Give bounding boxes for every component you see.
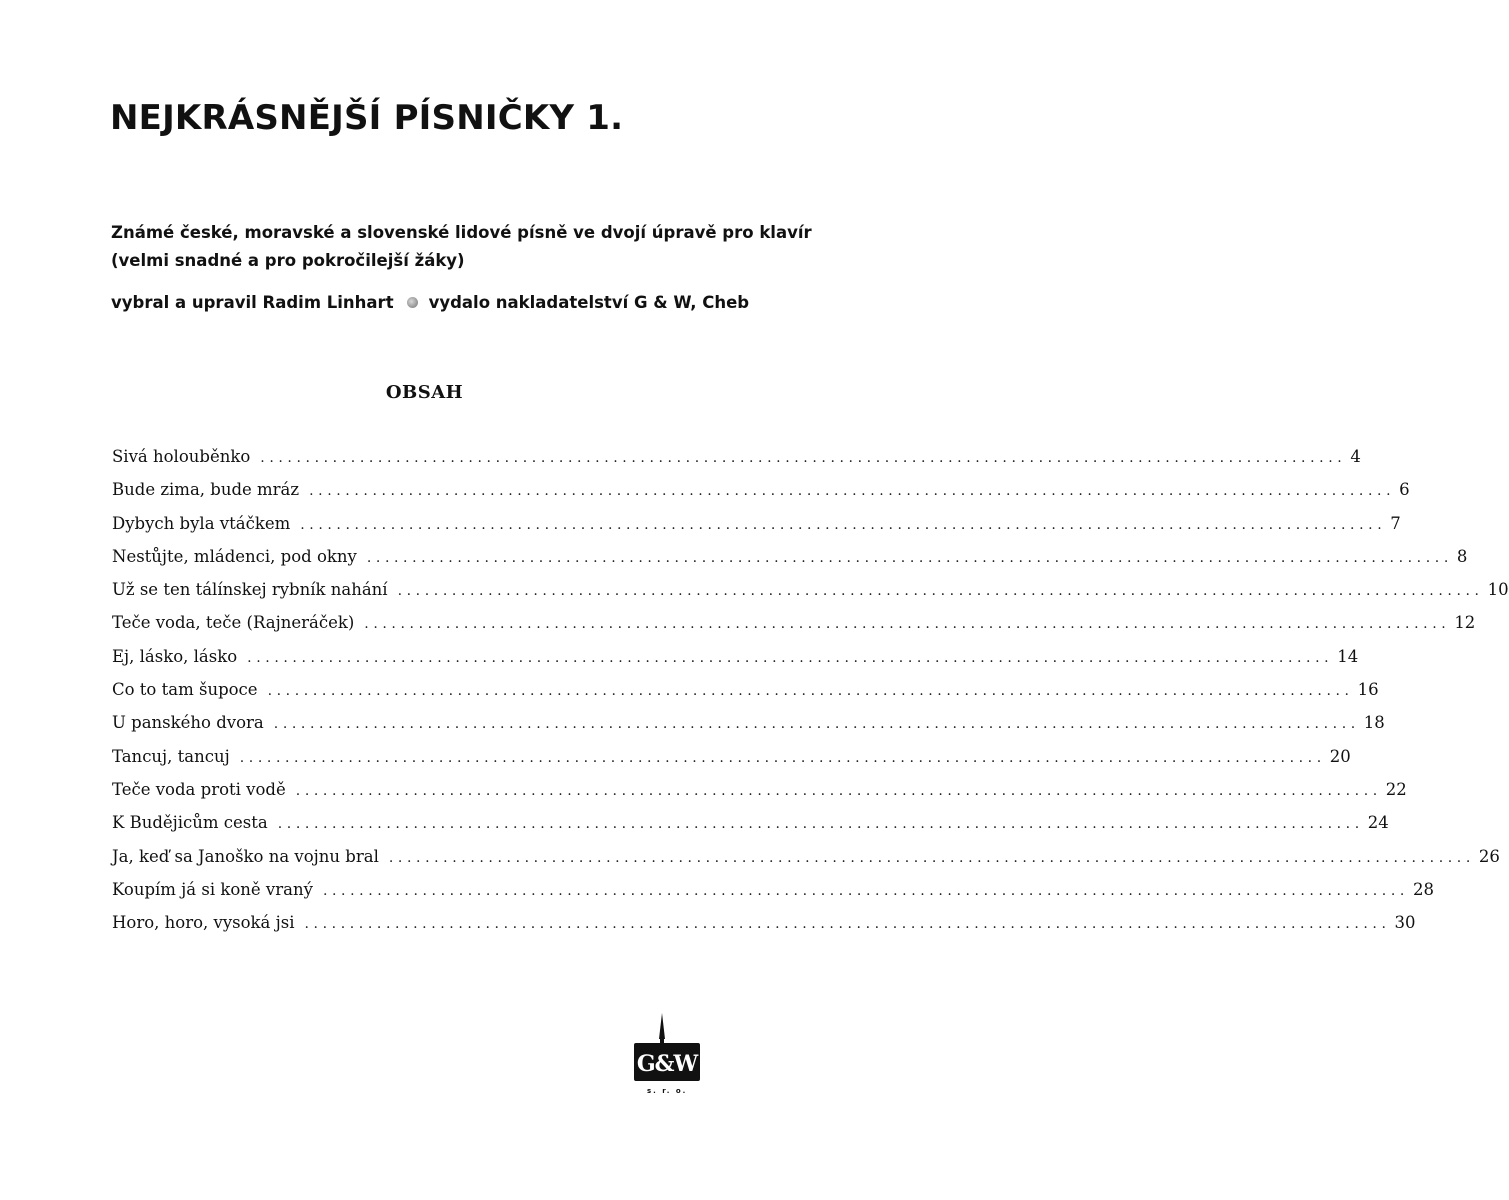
toc-entry: [112, 513, 1401, 547]
toc-entry-title: Ej, lásko, lásko: [112, 646, 238, 666]
book-subtitle: [111, 219, 812, 275]
toc-entry: [112, 779, 1407, 813]
toc-entry-page: 8: [1456, 546, 1468, 566]
toc-entry-page: 26: [1478, 846, 1500, 866]
toc-dot-leader: ........................................................................................................................: [295, 782, 1382, 799]
toc-entry-title: K Budějicům cesta: [112, 813, 268, 833]
publisher-credit: vydalo nakladatelství G & W, Cheb: [428, 293, 750, 312]
toc-entry-title: Tancuj, tancuj: [112, 746, 230, 766]
toc-dot-leader: ........................................................................................................................: [309, 483, 1396, 500]
toc-entry: [112, 746, 1351, 780]
toc-entry-page: 22: [1385, 779, 1407, 799]
toc-entry-title: Bude zima, bude mráz: [112, 480, 300, 500]
toc-entry-title: Ja, keď sa Janoško na vojnu bral: [112, 846, 379, 866]
toc-dot-leader: ........................................................................................................................: [247, 649, 1334, 666]
toc-dot-leader: ........................................................................................................................: [260, 450, 1347, 466]
table-of-contents: [112, 447, 1509, 946]
toc-entry: [112, 713, 1385, 746]
toc-entry-page: 10: [1487, 580, 1509, 600]
toc-dot-leader: ........................................................................................................................: [322, 882, 1409, 899]
toc-entry-title: U panského dvora: [112, 713, 264, 733]
toc-entry-title: Koupím já si koně vraný: [112, 879, 313, 899]
toc-entry: [112, 680, 1379, 713]
toc-dot-leader: ........................................................................................................................: [397, 583, 1484, 600]
toc-entry-title: Sivá holouběnko: [112, 447, 251, 466]
toc-entry-page: 28: [1412, 879, 1434, 899]
toc-dot-leader: ........................................................................................................................: [366, 549, 1453, 566]
toc-entry-page: 7: [1390, 513, 1401, 533]
toc-entry-title: Dybych byla vtáčkem: [112, 513, 291, 533]
toc-entry: [112, 813, 1389, 846]
logo-text: G&W: [636, 1051, 698, 1077]
toc-entry: [112, 580, 1509, 613]
toc-dot-leader: ........................................................................................................................: [304, 916, 1391, 933]
toc-dot-leader: ........................................................................................................................: [277, 816, 1364, 833]
toc-entry-title: Horo, horo, vysoká jsi: [112, 913, 295, 933]
toc-entry-page: 24: [1367, 813, 1389, 833]
toc-dot-leader: ........................................................................................................................: [364, 616, 1451, 633]
toc-entry-title: Nestůjte, mládenci, pod okny: [112, 546, 357, 566]
toc-dot-leader: ........................................................................................................................: [239, 749, 1326, 766]
toc-dot-leader: ........................................................................................................................: [300, 516, 1387, 533]
bullet-icon: [407, 297, 418, 308]
toc-entry: [112, 447, 1361, 480]
toc-entry-page: 6: [1399, 480, 1410, 500]
toc-entry-page: 14: [1337, 646, 1359, 666]
toc-dot-leader: ........................................................................................................................: [273, 716, 1360, 733]
toc-entry: [112, 879, 1434, 913]
toc-entry-page: 20: [1329, 746, 1351, 766]
book-title: NEJKRÁSNĚJŠÍ PÍSNIČKY 1.: [110, 98, 624, 138]
toc-entry: [112, 480, 1410, 513]
toc-entry: [112, 646, 1359, 680]
toc-entry-title: Teče voda proti vodě: [112, 779, 286, 799]
toc-entry-page: 30: [1394, 913, 1416, 933]
logo-caption: s. r. o.: [647, 1087, 688, 1095]
toc-heading: OBSAH: [385, 382, 464, 403]
toc-entry-title: Co to tam šupoce: [112, 680, 258, 700]
toc-entry: [112, 913, 1416, 946]
toc-entry-title: Už se ten tálínskej rybník nahání: [112, 580, 388, 600]
credits-line: [111, 293, 749, 312]
subtitle-line-1: Známé české, moravské a slovenské lidové písně ve dvojí úpravě pro klavír: [111, 223, 812, 242]
toc-dot-leader: ........................................................................................................................: [267, 683, 1354, 700]
toc-entry: [112, 546, 1468, 580]
toc-entry-page: 18: [1363, 713, 1385, 733]
toc-entry-page: 16: [1357, 680, 1379, 700]
editor-credit: vybral a upravil Radim Linhart: [111, 293, 394, 312]
toc-entry-page: 4: [1350, 447, 1361, 466]
subtitle-line-2: (velmi snadné a pro pokročilejší žáky): [111, 251, 465, 270]
toc-entry-title: Teče voda, teče (Rajneráček): [112, 613, 355, 633]
toc-entry-page: 12: [1454, 613, 1476, 633]
toc-entry: [112, 613, 1476, 646]
toc-dot-leader: ........................................................................................................................: [388, 849, 1475, 866]
toc-entry: [112, 846, 1500, 880]
